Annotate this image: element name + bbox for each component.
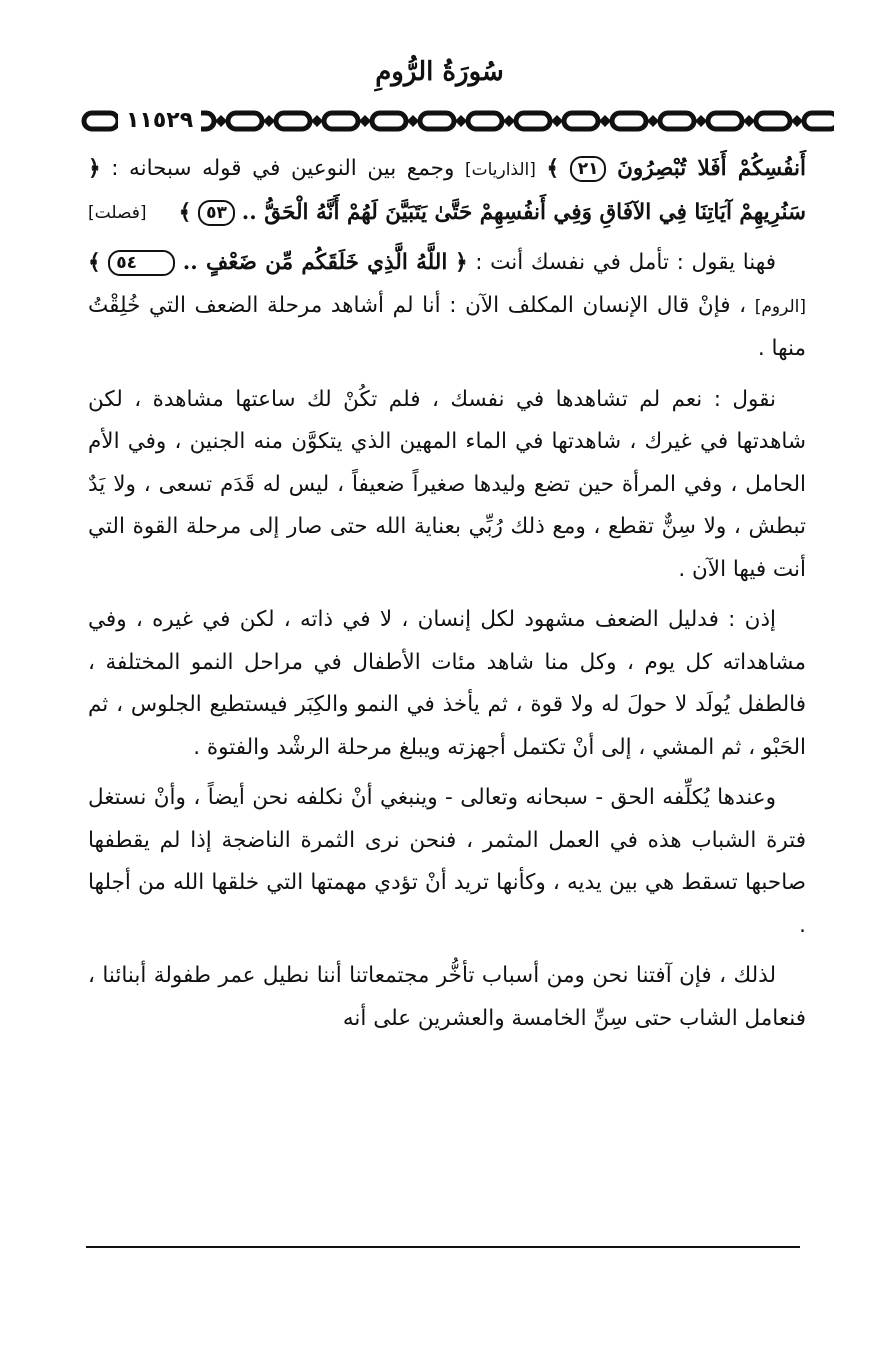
chain-link	[612, 113, 646, 129]
footer-rule	[86, 1246, 800, 1248]
chain-link	[468, 113, 502, 129]
surah-title: سُورَةُ الرُّومِ	[375, 57, 504, 87]
paragraph-3: نقول : نعم لم تشاهدها في نفسك ، فلم تكُنْ لك ساعتها مشاهدة ، لكن شاهدتها في غيرك ، شاهدتها في الماء المهين الذي يتكوَّن منه الجنين ، وفي الأم الحامل ، وفي المرأة حين تضع وليدها صغيراً ضعيفاً ، ليس له قَدَم تسعى ، ولا يَدٌ تبطش ، ولا سِنٌّ تقطع ، ومع ذلك رُبِّي بعناية الله حتى صار إلى مرحلة القوة التي أنت فيها الآن .	[88, 386, 806, 582]
chain-diamond	[743, 115, 755, 127]
chain-diamond	[455, 115, 467, 127]
chain-link	[660, 113, 694, 129]
chain-link	[372, 113, 406, 129]
chain-diamond	[647, 115, 659, 127]
paragraph-5: وعندها يُكلِّفه الحق - سبحانه وتعالى - وينبغي أنْ نكلفه نحن أيضاً ، وأنْ نستغل فترة الشباب هذه في العمل المثمر ، فنحن نرى الثمرة الناضجة إذا لم يقطفها صاحبها تسقط هي بين يديه ، وكأنها تريد أنْ تؤدي مهمتها التي خلقها الله من أجلها .	[88, 785, 806, 938]
chain-link	[804, 113, 834, 129]
chain-link	[276, 113, 310, 129]
paragraph-2	[88, 242, 806, 371]
ayah-number: ٢١	[570, 156, 607, 182]
chain-diamond	[503, 115, 515, 127]
ornate-bracket-close: ﴾	[88, 250, 101, 275]
chain-link	[516, 113, 550, 129]
chain-diamond	[215, 115, 227, 127]
ornate-bracket-close: ﴾	[178, 199, 192, 225]
chain-link	[228, 113, 262, 129]
quran-verse: سَنُرِيهِمْ آيَاتِنَا فِي الآفَاقِ وَفِي أَنفُسِهِمْ حَتَّىٰ يَتَبَيَّنَ لَهُمْ أَنَّهُ الْحَقُّ ..	[241, 199, 806, 225]
ornate-bracket-open: ﴿	[454, 250, 468, 275]
chain-link	[84, 113, 118, 129]
chain-link	[324, 113, 358, 129]
chain-link	[420, 113, 454, 129]
chain-diamond	[599, 115, 611, 127]
surah-reference: [فصلت]	[88, 202, 147, 223]
chain-link	[708, 113, 742, 129]
body-text	[88, 148, 806, 1048]
paragraph-4: إذن : فدليل الضعف مشهود لكل إنسان ، لا في ذاته ، لكن في غيره ، وفي مشاهداته كل يوم ، وكل منا شاهد مئات الأطفال في مراحل النمو المختلفة ، فالطفل يُولَد لا حولَ له ولا قوة ، ثم يأخذ في النمو والكِبَر فيستطيع الجلوس ، ثم الحَبْو ، ثم المشي ، إلى أنْ تكتمل أجهزته ويبلغ مرحلة الرشْد والفتوة .	[88, 607, 806, 760]
surah-reference: [الروم]	[754, 296, 806, 317]
chain-diamond	[551, 115, 563, 127]
paragraph-6: لذلك ، فإن آفتنا نحن ومن أسباب تأخُّر مجتمعاتنا أننا نطيل عمر طفولة أبنائنا ، فنعامل الشاب حتى سِنِّ الخامسة والعشرين على أنه	[88, 963, 806, 1031]
quran-verse: أَنفُسِكُمْ أَفَلا تُبْصِرُونَ	[617, 156, 807, 181]
paragraph-1	[88, 148, 806, 234]
ayah-number: ٥٤	[108, 250, 175, 276]
chain-diamond	[263, 115, 275, 127]
quran-verse: اللَّهُ الَّذِي خَلَقَكُم مِّن ضَعْفٍ ..	[182, 250, 448, 275]
commentary-text: ، فإنْ قال الإنسان المكلف الآن : أنا لم أشاهد مرحلة الضعف التي خُلِقْتُ منها .	[88, 292, 806, 361]
chain-diamond	[359, 115, 371, 127]
ayah-number: ٥٣	[198, 200, 235, 226]
page-number: ١١٥٢٩	[118, 101, 201, 141]
surah-reference: [الذاريات]	[464, 160, 536, 180]
chain-link	[756, 113, 790, 129]
chain-diamond	[311, 115, 323, 127]
chain-diamond	[407, 115, 419, 127]
chain-diamond	[791, 115, 803, 127]
commentary-text: فهنا يقول : تأمل في نفسك أنت :	[475, 250, 776, 275]
chain-diamond	[695, 115, 707, 127]
ornate-bracket-open: ﴿	[88, 156, 101, 181]
commentary-text: وجمع بين النوعين في قوله سبحانه :	[111, 156, 455, 181]
chain-link	[564, 113, 598, 129]
ornate-bracket-close: ﴾	[546, 156, 560, 181]
